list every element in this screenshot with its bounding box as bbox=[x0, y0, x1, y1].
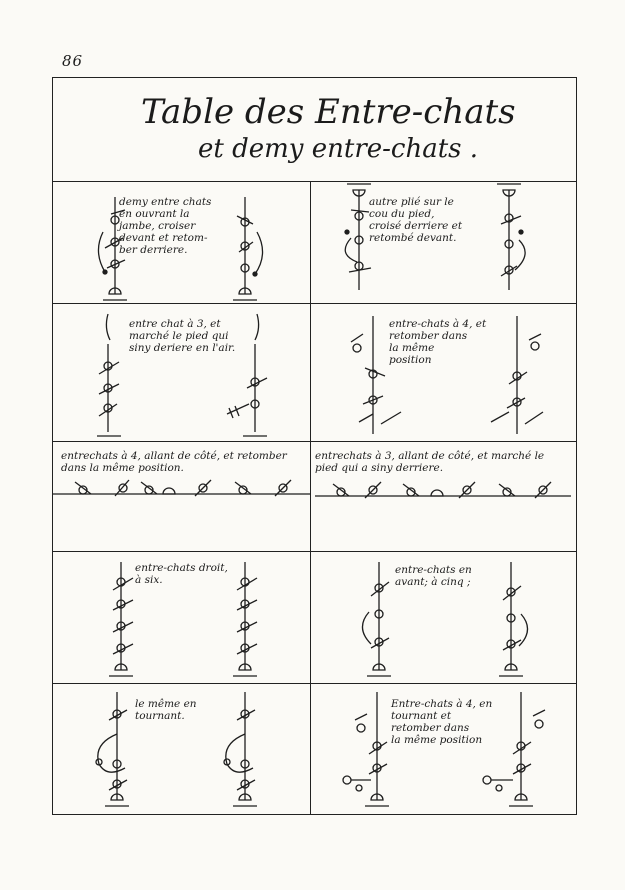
page-number: 86 bbox=[62, 52, 84, 70]
table-row bbox=[53, 304, 576, 442]
notation-caption: le même en tournant. bbox=[135, 698, 197, 722]
table-cell bbox=[311, 442, 576, 551]
notation-caption: demy entre chats en ouvrant la jambe, croiser devant et retom- ber derriere. bbox=[119, 196, 212, 256]
notation-grid bbox=[53, 182, 576, 814]
notation-caption: Entre-chats à 4, en tournant et retomber dans la même position bbox=[391, 698, 493, 746]
table-cell bbox=[311, 684, 576, 814]
table-row bbox=[53, 684, 576, 814]
table-cell bbox=[311, 182, 576, 303]
notation-caption: entrechats à 4, allant de côté, et retomber dans la même position. bbox=[61, 450, 287, 474]
table-row bbox=[53, 182, 576, 304]
title-area bbox=[53, 78, 576, 182]
notation-caption: entrechats à 3, allant de côté, et marché le pied qui a siny derriere. bbox=[315, 450, 545, 474]
table-cell bbox=[53, 552, 311, 683]
notation-caption: autre plié sur le cou du pied, croisé derriere et retombé devant. bbox=[369, 196, 463, 244]
page-title: Table des Entre-chats bbox=[141, 92, 516, 132]
notation-caption: entre-chats droit, à six. bbox=[135, 562, 228, 586]
table-cell bbox=[311, 552, 576, 683]
table-frame bbox=[52, 77, 577, 815]
table-cell bbox=[311, 304, 576, 441]
table-cell bbox=[53, 304, 311, 441]
table-row bbox=[53, 552, 576, 684]
page-subtitle: et demy entre-chats . bbox=[198, 134, 479, 164]
notation-caption: entre chat à 3, et marché le pied qui siny deriere en l'air. bbox=[129, 318, 236, 354]
table-row bbox=[53, 442, 576, 552]
notation-caption: entre-chats en avant; à cinq ; bbox=[395, 564, 472, 588]
table-cell bbox=[53, 684, 311, 814]
notation-caption: entre-chats à 4, et retomber dans la même position bbox=[389, 318, 487, 366]
table-cell bbox=[53, 182, 311, 303]
table-cell bbox=[53, 442, 311, 551]
